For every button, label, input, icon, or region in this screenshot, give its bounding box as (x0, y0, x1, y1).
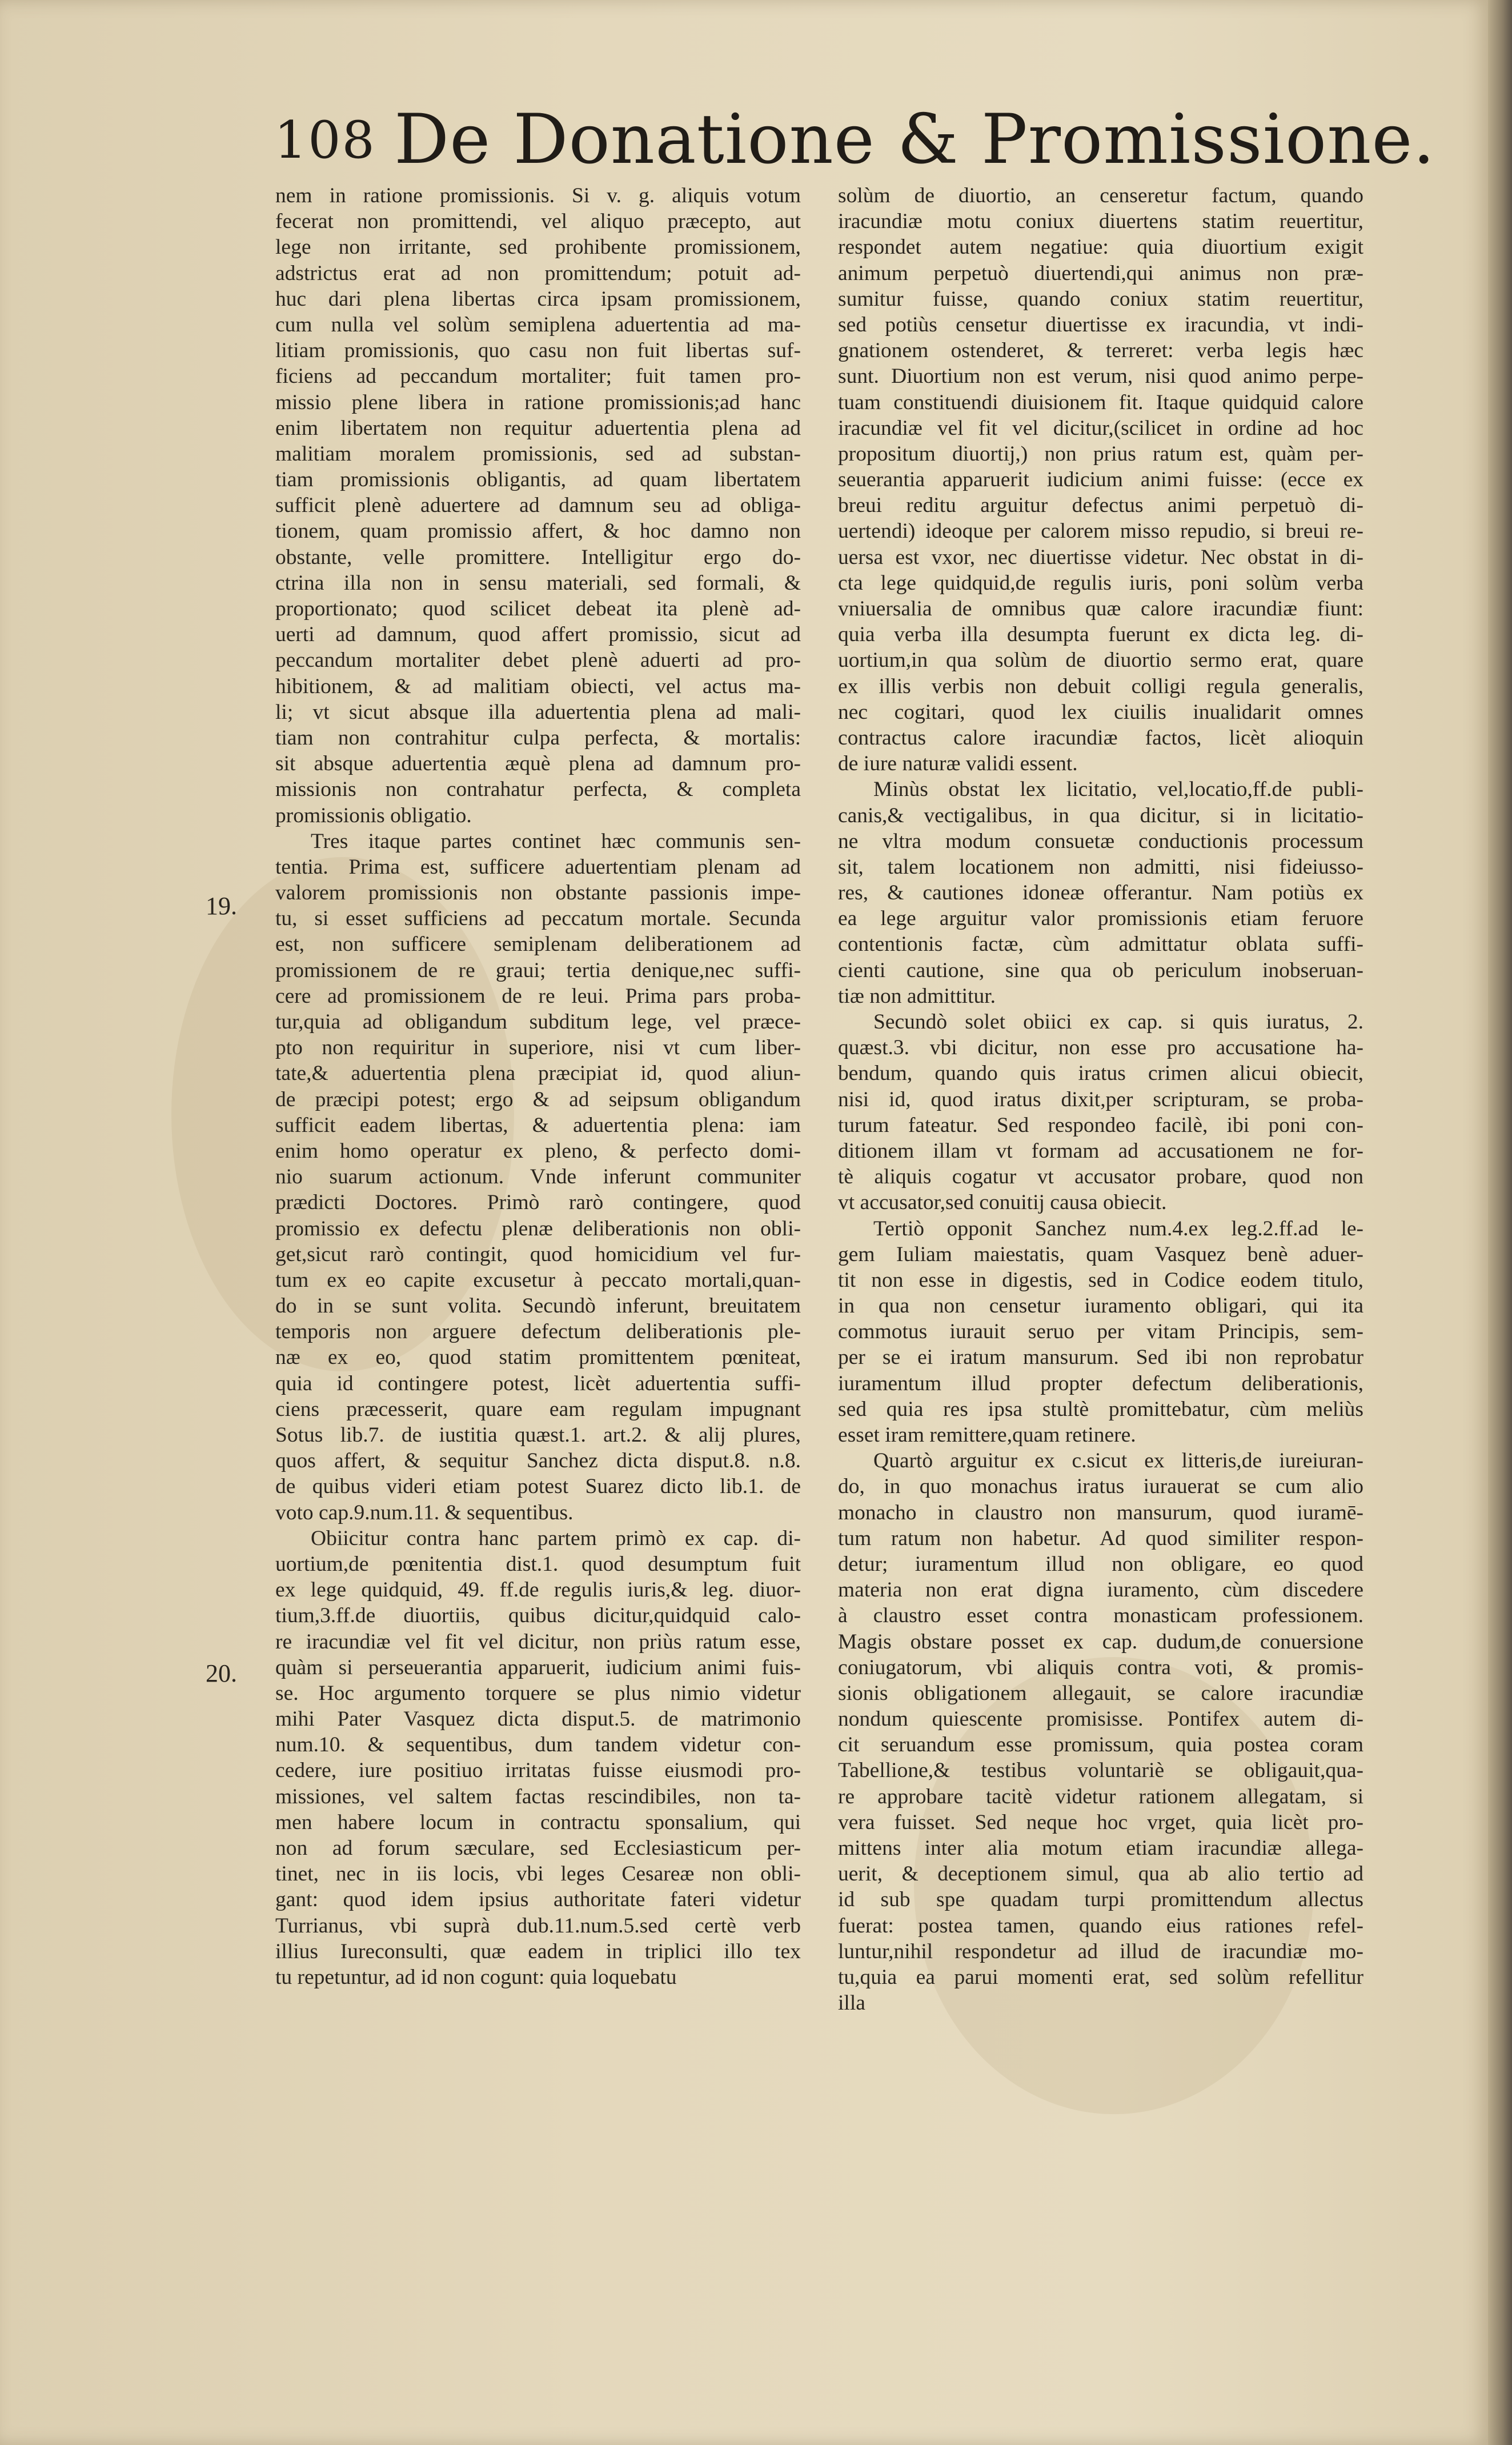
text-line: tinet, nec in iis locis, vbi leges Cesareæ non obli- (275, 1862, 801, 1886)
text-line: fecerat non promittendi, vel aliquo præcepto, aut (275, 210, 801, 234)
text-line: esset iram remittere,quam retinere. (838, 1423, 1136, 1447)
text-line: hibitionem, & ad malitiam obiecti, vel actus ma- (275, 674, 801, 698)
text-line: ciens præcesserit, quare eam regulam impugnant (275, 1397, 801, 1421)
text-line: tuam constituendi diuisionem fit. Itaque quidquid calore (838, 390, 1363, 414)
text-line: cedere, iure positiuo irritatas fuisse eiusmodi pro- (275, 1759, 801, 1783)
text-line: uersa est vxor, nec diuertisse videtur. Nec obstat in di- (838, 545, 1363, 569)
text-line: Tres itaque partes continet hæc communis sen- (311, 829, 801, 853)
text-line: illa (838, 1991, 865, 2015)
text-line: coniugatorum, vbi aliquis contra voti, & promis- (838, 1655, 1363, 1679)
text-line: ex lege quidquid, 49. ff.de regulis iuris,& leg. diuor- (275, 1578, 801, 1602)
text-line: propositum diuortij,) non prius ratum est, quàm per- (838, 442, 1363, 466)
text-line: tu, si esset sufficiens ad peccatum mortale. Secunda (275, 907, 801, 931)
text-line: ne vltra modum consuetæ conductionis processum (838, 829, 1363, 853)
text-line: canis,& vectigalibus, in qua dicitur, si in licitatio- (838, 803, 1363, 827)
text-line: promissionis obligatio. (275, 803, 472, 827)
text-line: uortium,in qua solùm de diuortio sermo erat, quare (838, 649, 1363, 673)
text-line: tionem, quam promissio affert, & hoc damno non (275, 519, 801, 543)
text-line: num.10. & sequentibus, dum tandem videtur con- (275, 1733, 801, 1757)
text-line: tate,& aduertentia plena præcipiat id, quod aliun- (275, 1062, 801, 1086)
text-line: adstrictus erat ad non promittendum; potuit ad- (275, 261, 801, 285)
text-line: re approbare tacitè videtur rationem allegatam, si (838, 1784, 1363, 1808)
text-line: seuerantia apparuerit iudicium animi fuisse: (ecce ex (838, 468, 1363, 492)
text-line: turum fateatur. Sed respondeo facilè, ibi poni con- (838, 1113, 1363, 1137)
text-line: sunt. Diuortium non est verum, nisi quod animo perpe- (838, 365, 1363, 389)
running-title: De Donatione & Promissione. (394, 100, 1435, 179)
text-line: sed quia res ipsa stultè promittebatur, cùm meliùs (838, 1397, 1363, 1421)
text-line: men habere locum in contractu sponsalium, qui (275, 1810, 801, 1834)
text-line: commotus iurauit seruo per vitam Principis, sem- (838, 1320, 1363, 1344)
text-line: temporis non arguere defectum deliberationis ple- (275, 1320, 801, 1344)
text-line: bendum, quando quis iratus crimen alicui obiecit, (838, 1062, 1363, 1086)
text-line: detur; iuramentum illud non obligare, eo quod (838, 1552, 1363, 1576)
text-line: li; vt sicut absque illa aduertentia plena ad mali- (275, 700, 801, 724)
text-line: Minùs obstat lex licitatio, vel,locatio,ff.de publi- (873, 778, 1363, 802)
text-line: iracundiæ vel fit vel dicitur,(scilicet in ordine ad hoc (838, 416, 1363, 440)
text-line: contractus calore iracundiæ factos, licèt alioquin (838, 726, 1363, 750)
text-line: tiæ non admittitur. (838, 984, 996, 1008)
text-line: tu,quia ea parui momenti erat, sed solùm refellitur (838, 1965, 1363, 1989)
text-line: cta lege quidquid,de regulis iuris, poni solùm verba (838, 571, 1363, 595)
text-line: huc dari plena libertas circa ipsam promissionem, (275, 287, 801, 311)
text-line: enim homo operatur ex pleno, & perfecto domi- (275, 1139, 801, 1163)
text-line: iracundiæ motu coniux diuertens statim reuertitur, (838, 210, 1363, 234)
text-line: Sotus lib.7. de iustitia quæst.1. art.2. & alij plures, (275, 1423, 801, 1447)
text-line: voto cap.9.num.11. & sequentibus. (275, 1500, 573, 1524)
text-line: de iure naturæ validi essent. (838, 752, 1078, 776)
text-line: sit absque aduertentia æquè plena ad damnum pro- (275, 752, 801, 776)
text-line: sionis obligationem allegauit, se calore iracundiæ (838, 1681, 1363, 1705)
text-line: ctrina illa non in sensu materiali, sed formali, & (275, 571, 801, 595)
text-line: missiones, vel saltem factas rescindibiles, non ta- (275, 1784, 801, 1808)
text-line: vt accusator,sed conuitij causa obiecit. (838, 1191, 1167, 1215)
text-line: vera fuisset. Sed neque hoc vrget, quia licèt pro- (838, 1810, 1363, 1834)
text-line: illius Iureconsulti, quæ eadem in triplici illo tex (275, 1939, 801, 1963)
text-line: cienti cautione, sine qua ob periculum inobseruan- (838, 958, 1363, 982)
text-line: ea lege arguitur valor promissionis etiam feruore (838, 907, 1363, 931)
text-line: ex illis verbis non debuit colligi regula generalis, (838, 674, 1363, 698)
text-line: gnationem ostenderet, & terreret: verba legis hæc (838, 339, 1363, 363)
text-line: valorem promissionis non obstante passionis impe- (275, 881, 801, 905)
text-line: Magis obstare posset ex cap. dudum,de conuersione (838, 1630, 1363, 1654)
text-line: tur,quia ad obligandum subditum lege, vel præce- (275, 1010, 801, 1034)
text-line: sit, talem locationem non admitti, nisi fideiusso- (838, 855, 1363, 879)
text-line: Quartò arguitur ex c.sicut ex litteris,de iureiuran- (873, 1449, 1363, 1473)
text-line: iuramentum illud propter defectum deliberationis, (838, 1371, 1363, 1395)
text-line: nisi id, quod iratus dixit,per scripturam, se proba- (838, 1087, 1363, 1111)
right-text-column (838, 183, 1363, 2016)
text-line: proportionato; quod scilicet debeat ita plenè ad- (275, 597, 801, 621)
left-text-column (275, 183, 801, 1990)
text-line: obstante, velle promittere. Intelligitur ergo do- (275, 545, 801, 569)
text-line: res, & cautiones idoneæ offerantur. Nam potiùs ex (838, 881, 1363, 905)
text-line: peccandum mortaliter debet plenè aduerti ad pro- (275, 649, 801, 673)
text-line: pto non requiritur in superiore, nisi vt cum liber- (275, 1036, 801, 1060)
text-line: quia verba illa desumpta fuerunt ex dicta leg. di- (838, 623, 1363, 647)
text-line: solùm de diuortio, an censeretur factum, quando (838, 184, 1363, 207)
text-line: est, non sufficere semiplenam deliberationem ad (275, 933, 801, 957)
text-line: cere ad promissionem de re leui. Prima pars proba- (275, 984, 801, 1008)
text-line: Tertiò opponit Sanchez num.4.ex leg.2.ff.ad le- (873, 1217, 1363, 1240)
text-line: animum perpetuò diuertendi,qui animus non præ- (838, 261, 1363, 285)
text-line: re iracundiæ vel fit vel dicitur, non priùs ratum esse, (275, 1630, 801, 1654)
text-line: tium,3.ff.de diuortiis, quibus dicitur,quidquid calo- (275, 1604, 801, 1628)
text-line: sumitur fuisse, quando coniux statim reuertitur, (838, 287, 1363, 311)
text-line: tiam non contrahitur culpa perfecta, & mortalis: (275, 726, 801, 750)
text-line: tentia. Prima est, sufficere aduertentiam plenam ad (275, 855, 801, 879)
text-line: cum nulla vel solùm semiplena aduertentia ad ma- (275, 313, 801, 337)
text-line: lege non irritante, sed prohibente promissionem, (275, 235, 801, 259)
text-line: non ad forum sæculare, sed Ecclesiasticum per- (275, 1836, 801, 1860)
text-line: Turrianus, vbi suprà dub.11.num.5.sed certè verb (275, 1914, 801, 1938)
text-line: promissionem de re graui; tertia denique,nec suffi- (275, 958, 801, 982)
marginal-section-number: 19. (206, 892, 237, 920)
text-line: do in se sunt volita. Secundò inferunt, breuitatem (275, 1294, 801, 1318)
text-line: missio plene libera in ratione promissionis;ad hanc (275, 390, 801, 414)
text-line: contentionis factæ, cùm admittatur oblata suffi- (838, 933, 1363, 957)
text-line: missionis non contrahatur perfecta, & completa (275, 778, 801, 802)
text-line: litiam promissionis, quo casu non fuit libertas suf- (275, 339, 801, 363)
text-line: ditionem illam vt formam ad accusationem ne for- (838, 1139, 1363, 1163)
page-edge-binding (1488, 0, 1512, 2445)
text-line: quæst.3. vbi dicitur, non esse pro accusatione ha- (838, 1036, 1363, 1060)
text-line: sufficit eadem libertas, & aduertentia plena: iam (275, 1113, 801, 1137)
text-line: de præcipi potest; ergo & ad seipsum obligandum (275, 1087, 801, 1111)
text-line: promissio ex defectu plenæ deliberationis non obli- (275, 1217, 801, 1240)
text-line: Tabellione,& testibus voluntariè se obligauit,qua- (838, 1759, 1363, 1783)
marginal-section-number: 20. (206, 1659, 237, 1687)
text-line: materia non erat digna iuramento, cùm discedere (838, 1578, 1363, 1602)
text-line: sed potiùs censetur diuertisse ex iracundia, vt indi- (838, 313, 1363, 337)
text-line: næ ex eo, quod statim promittentem pœniteat, (275, 1346, 801, 1370)
text-line: de quibus videri etiam potest Suarez dicto lib.1. de (275, 1475, 801, 1499)
text-line: Secundò solet obiici ex cap. si quis iuratus, 2. (873, 1010, 1363, 1034)
text-line: uerit, & deceptionem simul, qua ab alio tertio ad (838, 1862, 1363, 1886)
text-line: sufficit plenè aduertere ad damnum seu ad obliga- (275, 494, 801, 518)
text-line: Obiicitur contra hanc partem primò ex cap. di- (311, 1526, 801, 1550)
text-line: monacho in claustro non mansurum, quod iuramē- (838, 1500, 1363, 1524)
text-line: breui reditu arguitur defectus animi perpetuò di- (838, 494, 1363, 518)
text-line: per se ei iratum mansurum. Sed ibi non reprobatur (838, 1346, 1363, 1370)
text-line: quàm si perseuerantia apparuerit, iudicium animi fuis- (275, 1655, 801, 1679)
text-line: respondet autem negatiue: quia diuortium exigit (838, 235, 1363, 259)
text-line: uerti ad damnum, quod affert promissio, sicut ad (275, 623, 801, 647)
text-line: nondum quiescente promisisse. Pontifex autem di- (838, 1707, 1363, 1731)
text-line: nio suarum actionum. Vnde inferunt communiter (275, 1165, 801, 1189)
text-line: se. Hoc argumento torquere se plus nimio videtur (275, 1681, 801, 1705)
text-line: tiam promissionis obligantis, ad quam libertatem (275, 468, 801, 492)
text-line: tu repetuntur, ad id non cogunt: quia loquebatu (275, 1965, 677, 1989)
text-line: cit seruandum esse promissum, quia postea coram (838, 1733, 1363, 1757)
text-line: tit non esse in digestis, sed in Codice eodem titulo, (838, 1268, 1363, 1292)
text-line: quia id contingere potest, licèt aduertentia suffi- (275, 1371, 801, 1395)
text-line: nem in ratione promissionis. Si v. g. aliquis votum (275, 184, 801, 207)
text-line: enim libertatem non requitur aduertentia plena ad (275, 416, 801, 440)
text-line: tum ratum non habetur. Ad quod similiter respon- (838, 1526, 1363, 1550)
text-line: mihi Pater Vasquez dicta disput.5. de matrimonio (275, 1707, 801, 1731)
text-line: gant: quod idem ipsius authoritate fateri videtur (275, 1888, 801, 1912)
text-line: mittens inter alia motum etiam iracundiæ allega- (838, 1836, 1363, 1860)
text-line: à claustro esset contra monasticam professionem. (838, 1604, 1363, 1628)
text-line: tum ex eo capite excusetur à peccato mortali,quan- (275, 1268, 801, 1292)
page-number: 108 (274, 110, 376, 170)
text-line: ficiens ad peccandum mortaliter; fuit tamen pro- (275, 365, 801, 389)
text-line: prædicti Doctores. Primò rarò contingere, quod (275, 1191, 801, 1215)
text-line: gem Iuliam maiestatis, quam Vasquez benè aduer- (838, 1242, 1363, 1266)
text-line: tè aliquis cogatur vt accusator probare, quod non (838, 1165, 1363, 1189)
text-line: in qua non censetur iuramento obligari, qui ita (838, 1294, 1363, 1318)
text-line: id sub spe quadam turpi promittendum allectus (838, 1888, 1363, 1912)
text-line: quos affert, & sequitur Sanchez dicta disput.8. n.8. (275, 1449, 801, 1473)
text-line: vniuersalia de omnibus quæ calore iracundiæ fiunt: (838, 597, 1363, 621)
text-line: do, in quo monachus iratus iurauerat se cum alio (838, 1475, 1363, 1499)
text-line: get,sicut rarò contingit, quod homicidium vel fur- (275, 1242, 801, 1266)
text-line: fuerat: postea tamen, quando eius rationes refel- (838, 1914, 1363, 1938)
text-line: uortium,de pœnitentia dist.1. quod desumptum fuit (275, 1552, 801, 1576)
text-line: malitiam moralem promissionis, sed ad substan- (275, 442, 801, 466)
text-line: uertendi) ideoque per calorem misso repudio, si breui re- (838, 519, 1363, 543)
text-line: nec cogitari, quod lex ciuilis inualidarit omnes (838, 700, 1363, 724)
text-line: luntur,nihil respondetur ad illud de iracundiæ mo- (838, 1939, 1363, 1963)
